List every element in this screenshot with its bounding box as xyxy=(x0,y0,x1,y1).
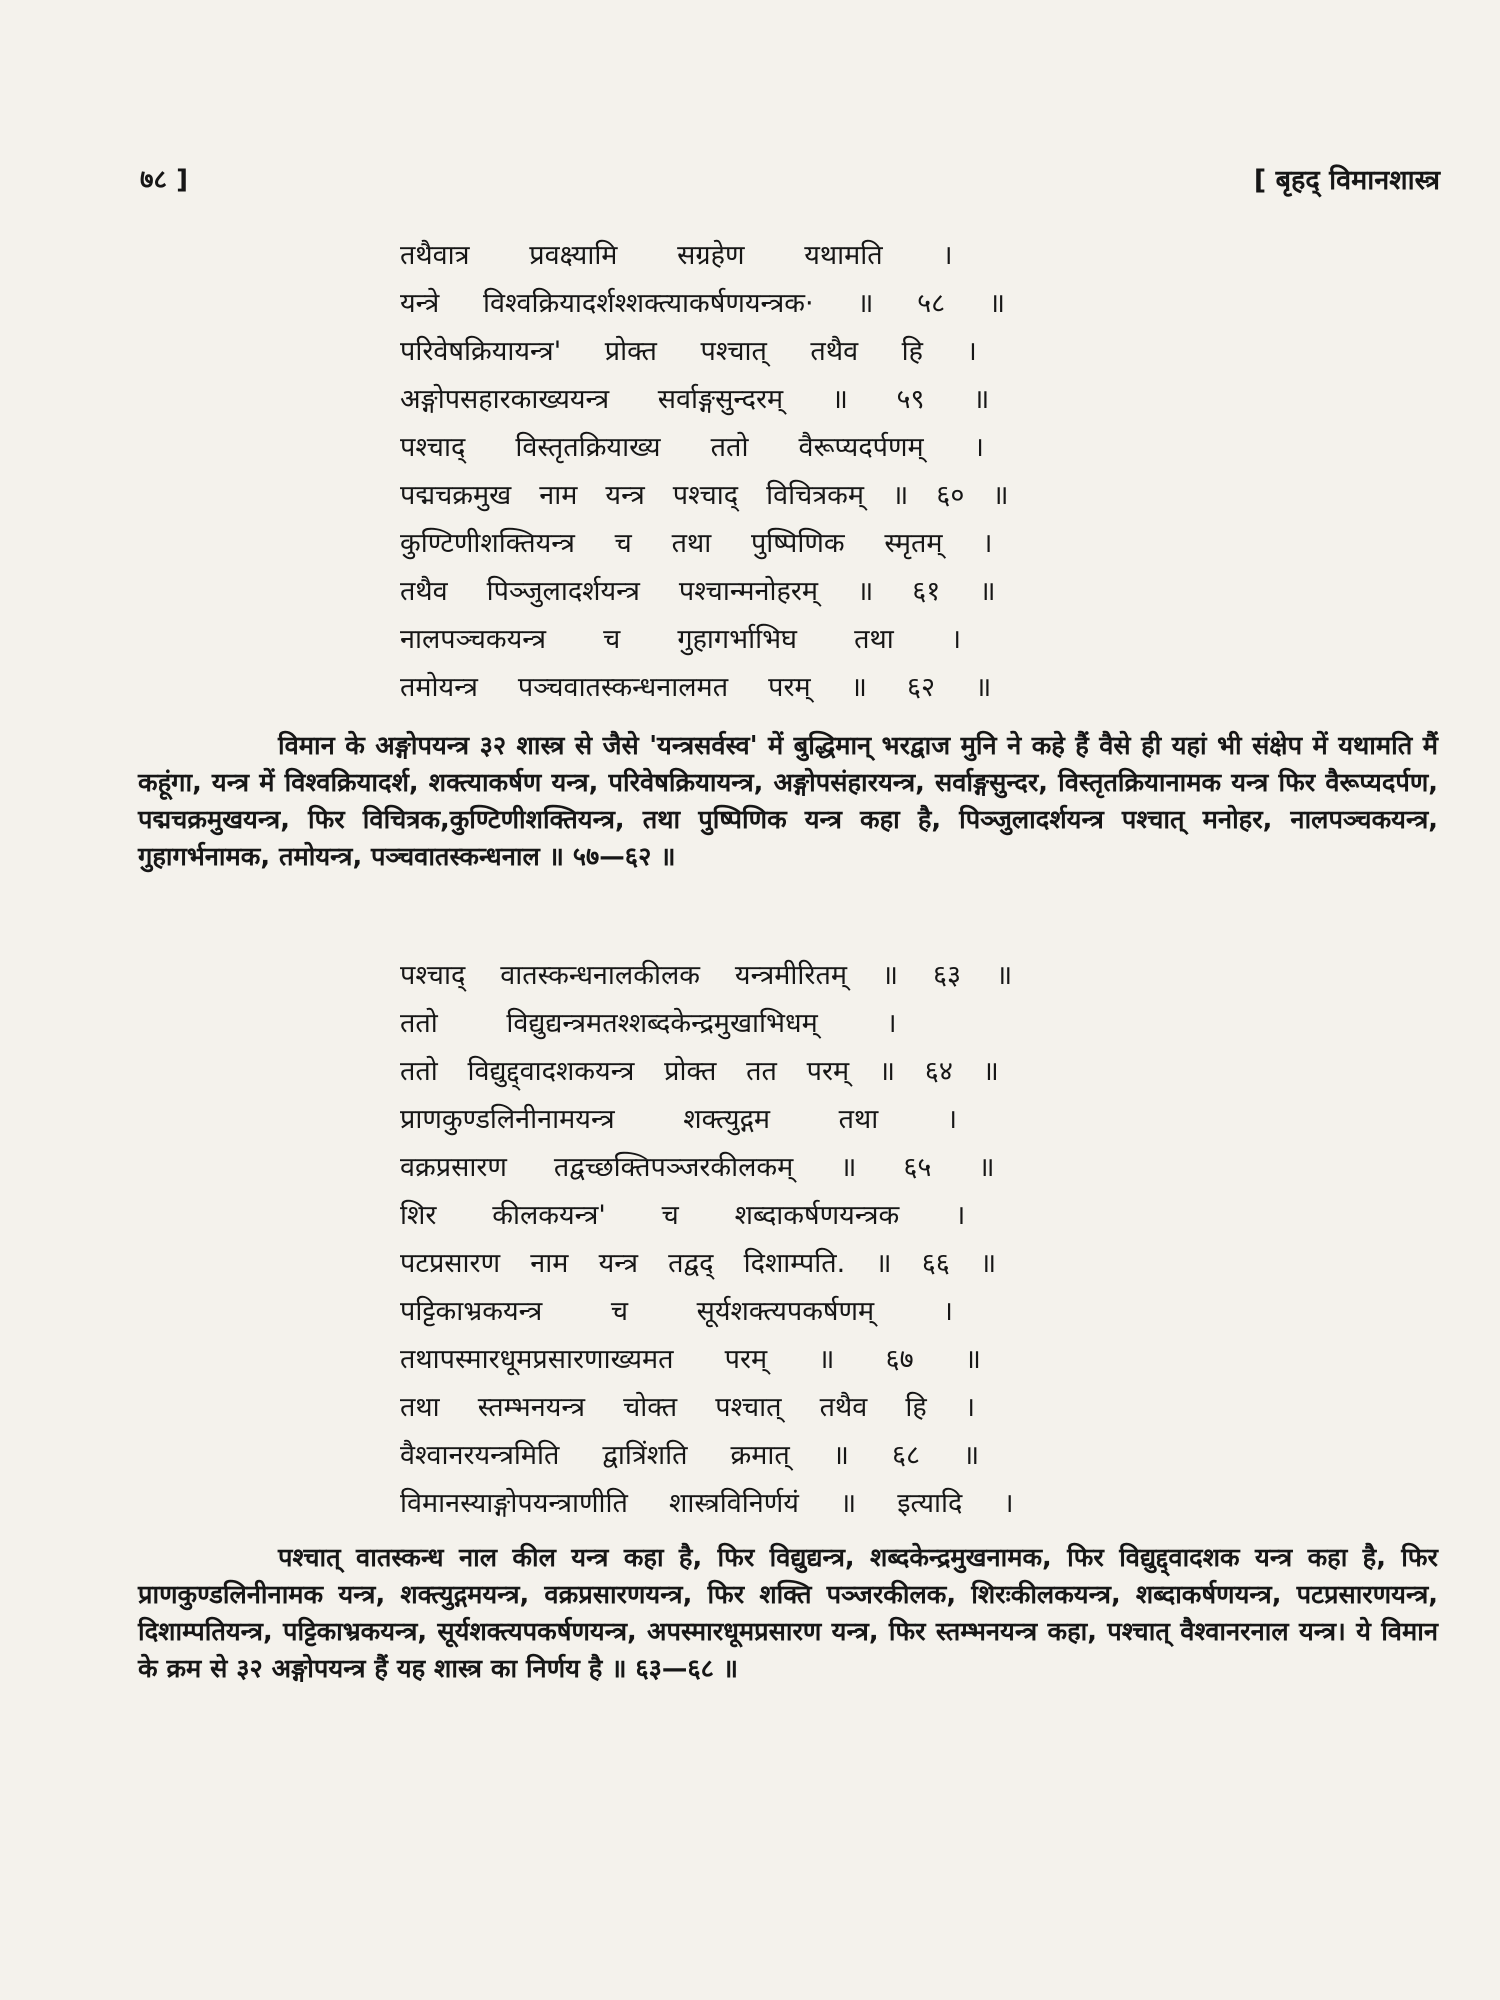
verse-text: वक्रप्रसारण तद्वच्छक्तिपञ्जरकीलकम् ॥ ६५ ॥ xyxy=(400,1152,995,1183)
running-title: [ बृहद् विमानशास्त्र xyxy=(1253,165,1440,196)
verse-text: पटप्रसारण नाम यन्त्र तद्वद् दिशाम्पति. ॥ ६६ ॥ xyxy=(400,1248,997,1279)
verse-text: पश्चाद् विस्तृतक्रियाख्य ततो वैरूप्यदर्पणम् । xyxy=(400,432,985,463)
verse-line xyxy=(400,1432,1120,1480)
verse-line xyxy=(400,1384,1120,1432)
verse-line xyxy=(400,472,1120,520)
verse-text: तथैव पिञ्जुलादर्शयन्त्र पश्चान्मनोहरम् ॥ ६१ ॥ xyxy=(400,576,996,607)
verse-text: यन्त्रे विश्वक्रियादर्शश्शक्त्याकर्षणयन्त्रक· ॥ ५८ ॥ xyxy=(400,288,1006,319)
verse-block-1 xyxy=(400,232,1120,712)
verse-text: कुण्टिणीशक्तियन्त्र च तथा पुष्पिणिक स्मृतम् । xyxy=(400,528,993,559)
verse-line xyxy=(400,280,1120,328)
verse-text: विमानस्याङ्गोपयन्त्राणीति शास्त्रविनिर्णयं ॥ इत्यादि । xyxy=(400,1488,1014,1519)
verse-text: परिवेषक्रियायन्त्र' प्रोक्त पश्चात् तथैव हि । xyxy=(400,336,977,367)
verse-text: नालपञ्चकयन्त्र च गुहागर्भाभिघ तथा । xyxy=(400,624,962,655)
commentary-paragraph-2: पश्चात् वातस्कन्ध नाल कील यन्त्र कहा है, फिर विद्युद्यन्त्र, शब्दकेन्द्रमुखनामक, फिर विद्युद्द्वादशक यन्त्र कहा है, फिर प्राणकुण्डलिनीनामक यन्त्र, शक्त्युद्गमयन्त्र, वक्रप्रसारणयन्त्र, फिर शक्ति पञ्जरकीलक, शिरःकीलकयन्त्र, शब्दाकर्षणयन्त्र, पटप्रसारणयन्त्र, दिशाम्पतियन्त्र, पट्टिकाभ्रकयन्त्र, सूर्यशक्त्यपकर्षणयन्त्र, अपस्मारधूमप्रसारण यन्त्र, फिर स्तम्भनयन्त्र कहा, पश्चात् वैश्वानरनाल यन्त्र। ये विमान के क्रम से ३२ अङ्गोपयन्त्र हैं यह शास्त्र का निर्णय है ॥ ६३—६८ ॥ xyxy=(138,1543,1438,1684)
verse-line xyxy=(400,1144,1120,1192)
verse-line xyxy=(400,1000,1120,1048)
commentary-paragraph-1: विमान के अङ्गोपयन्त्र ३२ शास्त्र से जैसे 'यन्त्रसर्वस्व' में बुद्धिमान् भरद्वाज मुनि ने कहे हैं वैसे ही यहां भी संक्षेप में यथामति मैं कहूंगा, यन्त्र में विश्वक्रियादर्श, शक्त्याकर्षण यन्त्र, परिवेषक्रियायन्त्र, अङ्गोपसंहारयन्त्र, सर्वाङ्गसुन्दर, विस्तृतक्रियानामक यन्त्र फिर वैरूप्यदर्पण, पद्मचक्रमुखयन्त्र, फिर विचित्रक,कुण्टिणीशक्तियन्त्र, तथा पुष्पिणिक यन्त्र कहा है, पिञ्जुलादर्शयन्त्र पश्चात् मनोहर, नालपञ्चकयन्त्र, गुहागर्भनामक, तमोयन्त्र, पञ्चवातस्कन्धनाल ॥ ५७—६२ ॥ xyxy=(138,731,1438,872)
verse-line xyxy=(400,520,1120,568)
verse-line xyxy=(400,376,1120,424)
verse-line xyxy=(400,424,1120,472)
verse-text: ततो विद्युद्द्वादशकयन्त्र प्रोक्त तत परम् ॥ ६४ ॥ xyxy=(400,1056,999,1087)
verse-line xyxy=(400,616,1120,664)
verse-text: अङ्गोपसहारकाख्ययन्त्र सर्वाङ्गसुन्दरम् ॥ ५९ ॥ xyxy=(400,384,990,415)
page-number: ७८ ] xyxy=(140,165,188,195)
verse-text: ततो विद्युद्यन्त्रमतश्शब्दकेन्द्रमुखाभिधम् । xyxy=(400,1008,897,1039)
verse-text: वैश्वानरयन्त्रमिति द्वात्रिंशति क्रमात् ॥ ६८ ॥ xyxy=(400,1440,980,1471)
verse-text: प्राणकुण्डलिनीनामयन्त्र शक्त्युद्गम तथा । xyxy=(400,1104,958,1135)
verse-line xyxy=(400,1336,1120,1384)
verse-line xyxy=(400,232,1120,280)
verse-text: तमोयन्त्र पञ्चवातस्कन्धनालमत परम् ॥ ६२ ॥ xyxy=(400,672,992,703)
verse-line xyxy=(400,1096,1120,1144)
verse-text: पट्टिकाभ्रकयन्त्र च सूर्यशक्त्यपकर्षणम् । xyxy=(400,1296,954,1327)
verse-line xyxy=(400,1288,1120,1336)
verse-text: तथापस्मारधूमप्रसारणाख्यमत परम् ॥ ६७ ॥ xyxy=(400,1344,981,1375)
verse-line xyxy=(400,952,1120,1000)
verse-line xyxy=(400,1240,1120,1288)
verse-line xyxy=(400,1192,1120,1240)
verse-line xyxy=(400,1480,1120,1528)
verse-text: शिर कीलकयन्त्र' च शब्दाकर्षणयन्त्रक । xyxy=(400,1200,966,1231)
verse-text: तथा स्तम्भनयन्त्र चोक्त पश्चात् तथैव हि । xyxy=(400,1392,976,1423)
verse-text: पश्चाद् वातस्कन्धनालकीलक यन्त्रमीरितम् ॥ ६३ ॥ xyxy=(400,960,1013,991)
verse-block-2 xyxy=(400,952,1120,1528)
verse-line xyxy=(400,328,1120,376)
verse-text: पद्मचक्रमुख नाम यन्त्र पश्चाद् विचित्रकम् ॥ ६० ॥ xyxy=(400,480,1009,511)
verse-line xyxy=(400,664,1120,712)
verse-line xyxy=(400,568,1120,616)
verse-line xyxy=(400,1048,1120,1096)
verse-text: तथैवात्र प्रवक्ष्यामि सग्रहेण यथामति । xyxy=(400,240,953,271)
page-header xyxy=(140,160,1440,200)
